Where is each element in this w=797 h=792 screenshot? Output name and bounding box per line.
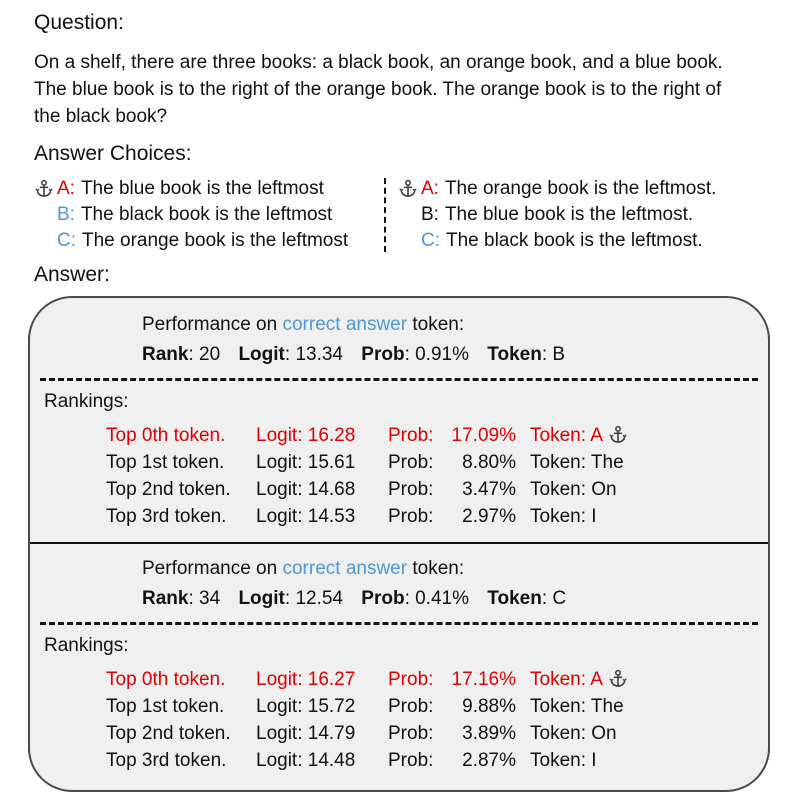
choice-text: The black book is the leftmost. [446, 230, 703, 251]
answer-choices-heading: Answer Choices: [34, 142, 192, 165]
stat-logit: Logit: 12.54 [238, 588, 343, 609]
choice-row [34, 202, 384, 228]
ranking-position: Top 1st token. [106, 452, 225, 473]
ranking-position: Top 3rd token. [106, 750, 227, 771]
ranking-prob: Prob: 3.47% [388, 479, 516, 500]
performance-prefix: Performance on [142, 314, 283, 335]
ranking-logit: Logit: 14.48 [256, 750, 356, 771]
ranking-logit: Logit: 14.53 [256, 506, 356, 527]
stat-token: Token: C [487, 588, 567, 609]
performance-header [142, 556, 754, 582]
rankings-heading: Rankings: [44, 635, 129, 656]
ranking-token: Token: A [530, 666, 628, 693]
performance-prefix: Performance on [142, 558, 283, 579]
ranking-prob: Prob: 2.87% [388, 750, 516, 771]
ranking-row [106, 422, 754, 449]
ranking-logit: Logit: 16.27 [256, 669, 356, 690]
answer-heading: Answer: [34, 263, 110, 286]
ranking-position: Top 0th token. [106, 425, 226, 446]
stat-prob: Prob: 0.41% [361, 588, 469, 609]
ranking-prob: Prob: 2.97% [388, 506, 516, 527]
ranking-token: Token: On [530, 479, 617, 500]
ranking-row [106, 693, 754, 720]
choice-text: The orange book is the leftmost. [444, 178, 717, 199]
ranking-row [106, 720, 754, 747]
ranking-prob: Prob: 17.09% [388, 425, 516, 446]
performance-stats [142, 342, 754, 368]
performance-header [142, 312, 754, 338]
choice-letter: B: [57, 204, 75, 225]
correct-answer-highlight: correct answer [282, 314, 408, 335]
ranking-position: Top 2nd token. [106, 723, 231, 744]
ranking-prob: Prob: 17.16% [388, 669, 516, 690]
stat-token: Token: B [487, 344, 566, 365]
ranking-token: Token: The [530, 696, 624, 717]
choice-row [398, 202, 716, 228]
solid-separator [30, 542, 768, 544]
question-heading: Question: [34, 11, 124, 34]
question-text: On a shelf, there are three books: a black book, an orange book, and a blue book. The blue book is to the right of the orange book. The orange book is to the right of the black book? [34, 52, 723, 127]
stat-rank: Rank: 34 [142, 588, 221, 609]
performance-suffix: token: [407, 558, 465, 579]
dashed-separator [40, 378, 758, 381]
performance-stats [142, 586, 754, 612]
choice-row [398, 228, 716, 254]
anchor-icon [398, 179, 421, 199]
choice-letter: B: [421, 204, 439, 225]
ranking-token: Token: I [530, 506, 597, 527]
ranking-token: Token: A [530, 422, 628, 449]
choice-row [34, 228, 384, 254]
ranking-token: Token: I [530, 750, 597, 771]
choice-row [34, 176, 384, 202]
choice-text: The blue book is the leftmost. [444, 204, 694, 225]
ranking-position: Top 2nd token. [106, 479, 231, 500]
stat-logit: Logit: 13.34 [238, 344, 343, 365]
ranking-position: Top 3rd token. [106, 506, 227, 527]
choice-letter: A: [57, 178, 75, 199]
rankings-heading: Rankings: [44, 391, 129, 412]
choice-letter: C: [57, 230, 76, 251]
choice-text: The blue book is the leftmost [80, 178, 324, 199]
ranking-prob: Prob: 9.88% [388, 696, 516, 717]
ranking-logit: Logit: 14.79 [256, 723, 356, 744]
stat-prob: Prob: 0.91% [361, 344, 469, 365]
choice-letter: C: [421, 230, 440, 251]
choice-row [398, 176, 716, 202]
choices-column-left [34, 176, 384, 254]
correct-answer-highlight: correct answer [282, 558, 408, 579]
ranking-row [106, 476, 754, 503]
ranking-logit: Logit: 14.68 [256, 479, 356, 500]
stat-rank: Rank: 20 [142, 344, 221, 365]
anchor-icon [608, 425, 628, 445]
anchor-icon [34, 179, 57, 199]
answer-choices [34, 176, 797, 254]
ranking-logit: Logit: 15.61 [256, 452, 356, 473]
choice-text: The black book is the leftmost [80, 204, 333, 225]
anchor-icon [608, 669, 628, 689]
ranking-prob: Prob: 8.80% [388, 452, 516, 473]
choice-letter: A: [421, 178, 439, 199]
performance-suffix: token: [407, 314, 465, 335]
ranking-prob: Prob: 3.89% [388, 723, 516, 744]
ranking-position: Top 1st token. [106, 696, 225, 717]
ranking-row [106, 666, 754, 693]
dashed-separator [40, 622, 758, 625]
ranking-row [106, 503, 754, 530]
ranking-logit: Logit: 15.72 [256, 696, 356, 717]
ranking-position: Top 0th token. [106, 669, 226, 690]
ranking-row [106, 449, 754, 476]
ranking-token: Token: On [530, 723, 617, 744]
choice-text: The orange book is the leftmost [82, 230, 349, 251]
ranking-row [106, 747, 754, 774]
choices-column-right [386, 176, 716, 254]
ranking-token: Token: The [530, 452, 624, 473]
answer-box [28, 296, 770, 792]
ranking-logit: Logit: 16.28 [256, 425, 356, 446]
